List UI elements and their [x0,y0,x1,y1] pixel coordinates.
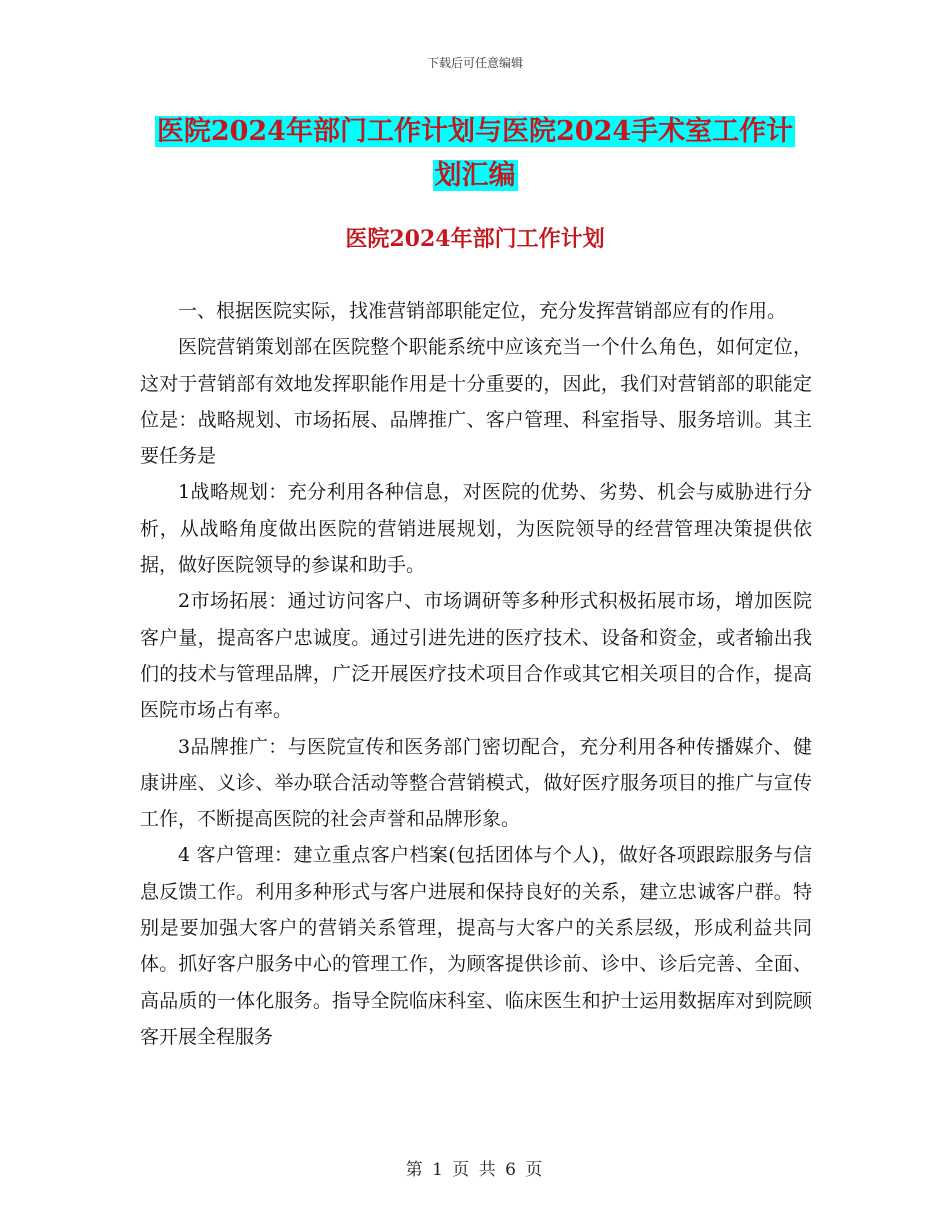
document-title [0,110,950,198]
document-body [140,293,812,1055]
document-title-line1: 医院2024年部门工作计划与医院2024手术室工作计 [156,116,794,147]
page-footer: 第 1 页 共 6 页 [405,1160,545,1180]
paragraph-3: 1战略规划：充分利用各种信息，对医院的优势、劣势、机会与威胁进行分析，从战略角度做出医院的营销进展规划，为医院领导的经营管理决策提供依据，做好医院领导的参谋和助手。 [140,481,812,577]
paragraph-2: 医院营销策划部在医院整个职能系统中应该充当一个什么角色，如何定位，这对于营销部有效地发挥职能作用是十分重要的，因此，我们对营销部的职能定位是：战略规划、市场拓展、品牌推广、客户管理、科室指导、服务培训。其主要任务是 [140,336,812,468]
paragraph-1: 一、根据医院实际，找准营销部职能定位，充分发挥营销部应有的作用。 [178,300,787,322]
section-title: 医院2024年部门工作计划 [345,226,605,252]
paragraph-5: 3品牌推广：与医院宣传和医务部门密切配合，充分利用各种传播媒介、健康讲座、义诊、举办联合活动等整合营销模式，做好医疗服务项目的推广与宣传工作，不断提高医院的社会声誉和品牌形象。 [140,735,812,831]
paragraph-6: 4 客户管理：建立重点客户档案(包括团体与个人)，做好各项跟踪服务与信息反馈工作。利用多种形式与客户进展和保持良好的关系，建立忠诚客户群。特别是要加强大客户的营销关系管理，提高与大客户的关系层级，形成利益共同体。抓好客户服务中心的管理工作，为顾客提供诊前、诊中、诊后完善、全面、高品质的一体化服务。指导全院临床科室、临床医生和护士运用数据库对到院顾客开展全程服务 [140,844,812,1048]
header-note: 下载后可任意编辑 [426,56,523,70]
paragraph-4: 2市场拓展：通过访问客户、市场调研等多种形式积极拓展市场，增加医院客户量，提高客户忠诚度。通过引进先进的医疗技术、设备和资金，或者输出我们的技术与管理品牌，广泛开展医疗技术项目合作或其它相关项目的合作，提高医院市场占有率。 [140,590,812,722]
document-title-line2: 划汇编 [434,160,516,191]
